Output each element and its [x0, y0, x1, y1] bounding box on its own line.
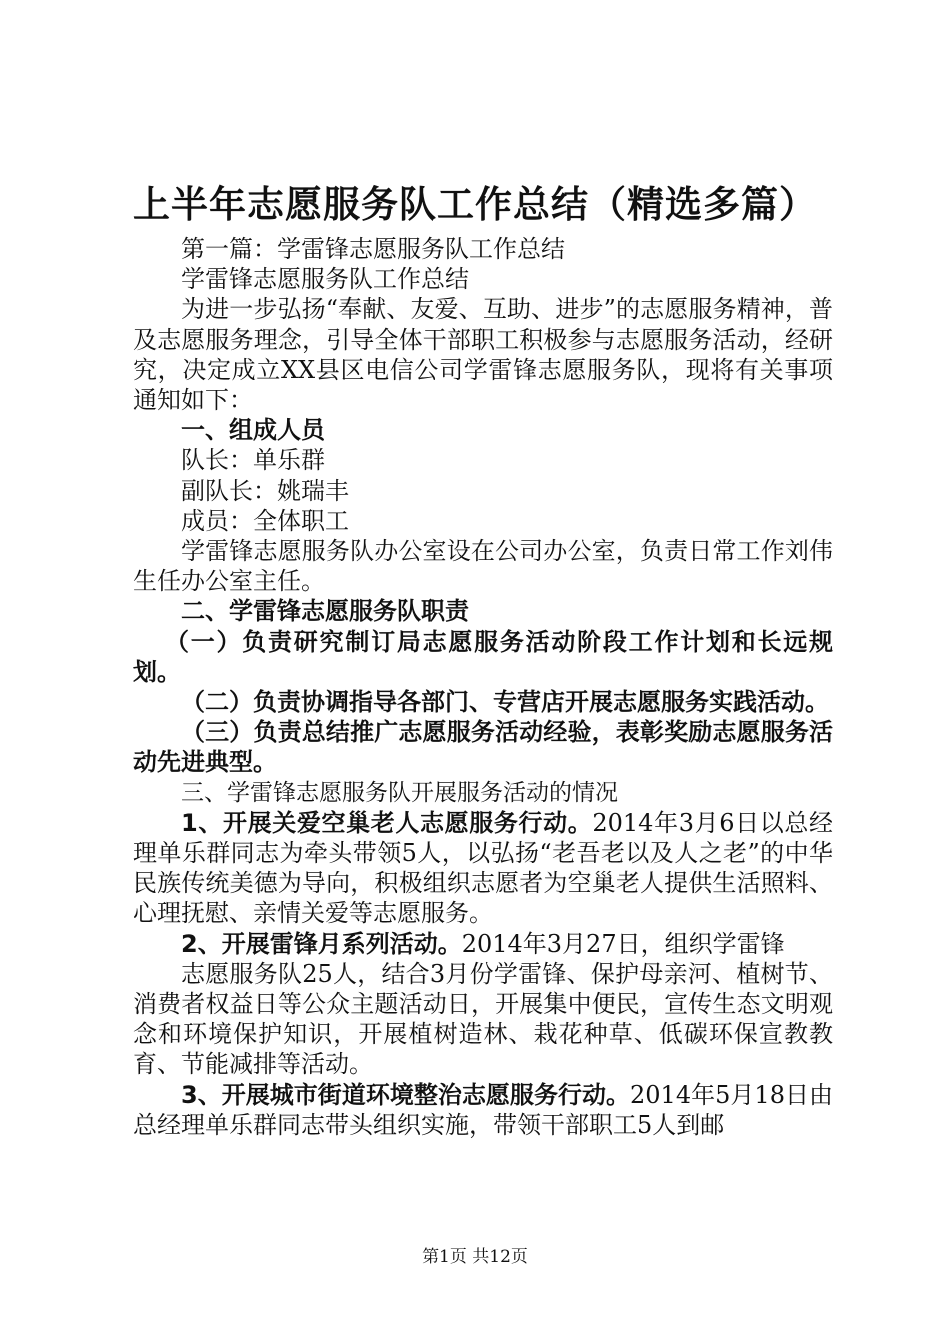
page-footer: 第1页 共12页 — [422, 1247, 528, 1267]
activity-2-continued: 志愿服务队25人，结合3月份学雷锋、保护母亲河、植树节、消费者权益日等公众主题活动日，开展集中便民，宣传生态文明观念和环境保护知识，开展植树造林、栽花种草、低碳环保宣教教育、节能减排等活动。 — [133, 959, 833, 1079]
activity-1-text: 2014年3月6日以总经理单乐群同志为牵头带领5人，以弘扬“老吾老以及人之老”的中华民族传统美德为导向，积极组织志愿者为空巢老人提供生活照料、心理抚慰、亲情关爱等志愿服务。 — [133, 808, 833, 928]
vice-captain-line: 副队长：姚瑞丰 — [181, 476, 349, 505]
activity-2-lead: 2、开展雷锋月系列活动。 — [181, 929, 462, 958]
activity-2-paragraph — [133, 929, 833, 959]
section-heading-members: 一、组成人员 — [181, 416, 325, 445]
activity-1-lead: 1、开展关爱空巢老人志愿服务行动。 — [181, 808, 593, 837]
duty-item-3: （三）负责总结推广志愿服务活动经验，表彰奖励志愿服务活动先进典型。 — [133, 718, 833, 777]
office-paragraph: 学雷锋志愿服务队办公室设在公司办公室，负责日常工作刘伟生任办公室主任。 — [133, 537, 833, 596]
section-heading-duties: 二、学雷锋志愿服务队职责 — [181, 597, 469, 626]
members-line: 成员：全体职工 — [181, 506, 349, 535]
document-body — [133, 234, 833, 1140]
duty-item-1: （一）负责研究制订局志愿服务活动阶段工作计划和长远规划。 — [133, 627, 833, 686]
document-title: 上半年志愿服务队工作总结（精选多篇） — [133, 183, 817, 226]
activity-3-text: 2014年5月18日由总经理单乐群同志带头组织实施，带领干部职工5人到邮 — [133, 1080, 833, 1139]
chapter-heading: 第一篇：学雷锋志愿服务队工作总结 — [181, 235, 565, 263]
section-heading-activities: 三、学雷锋志愿服务队开展服务活动的情况 — [181, 779, 618, 806]
captain-line: 队长：单乐群 — [181, 446, 325, 475]
intro-paragraph: 为进一步弘扬“奉献、友爱、互助、进步”的志愿服务精神，普及志愿服务理念，引导全体干部职工积极参与志愿服务活动，经研究，决定成立XX县区电信公司学雷锋志愿服务队，现将有关事项通知如下： — [133, 295, 833, 415]
duty-item-2: （二）负责协调指导各部门、专营店开展志愿服务实践活动。 — [181, 688, 829, 717]
activity-3-lead: 3、开展城市街道环境整治志愿服务行动。 — [181, 1080, 631, 1109]
section-subtitle: 学雷锋志愿服务队工作总结 — [181, 265, 469, 294]
activity-2-text-a: 2014年3月27日，组织学雷锋 — [461, 929, 785, 958]
activity-3-paragraph — [133, 1080, 833, 1140]
activity-1-paragraph — [133, 808, 833, 929]
